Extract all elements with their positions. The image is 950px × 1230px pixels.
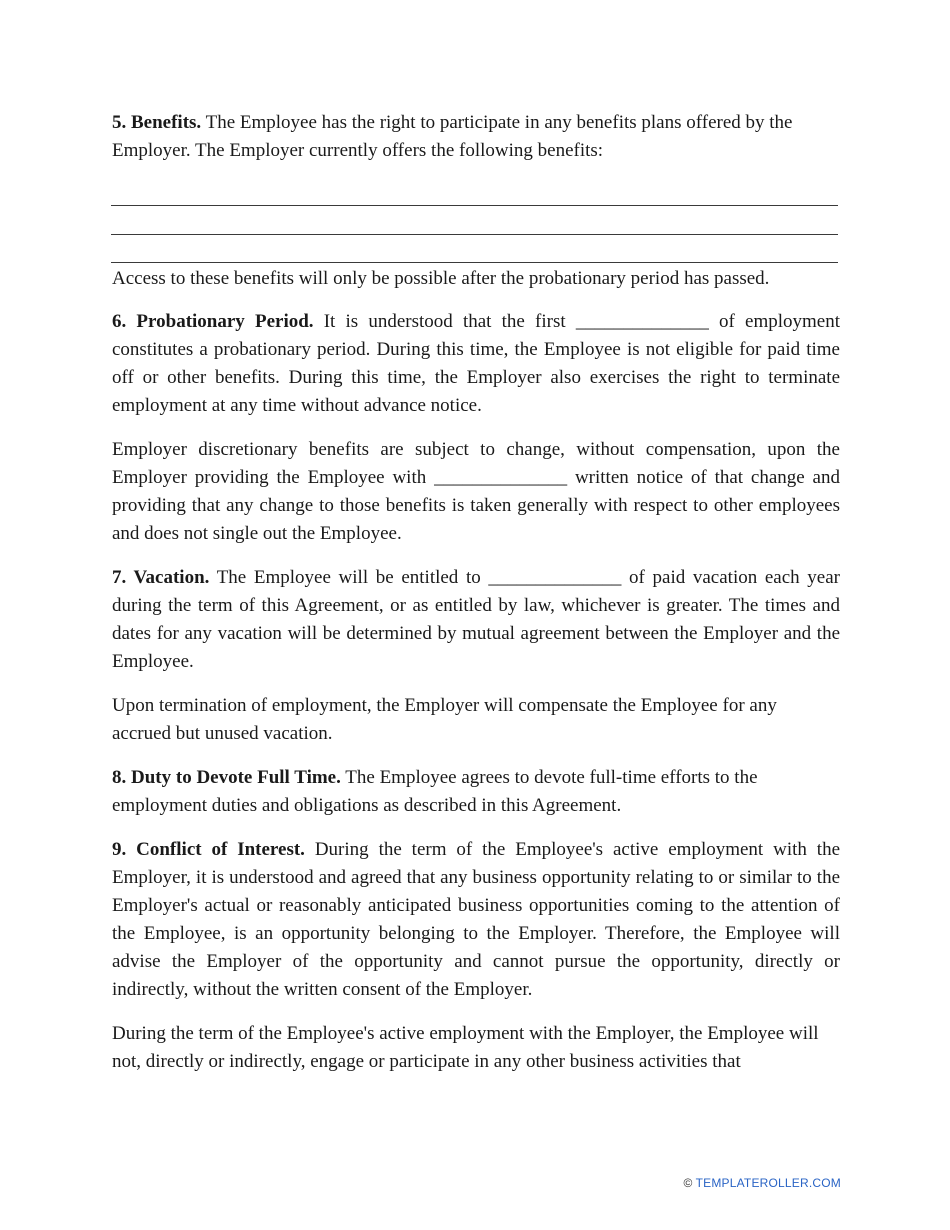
section-5-benefits (112, 109, 840, 165)
section-7-vacation (112, 564, 840, 676)
notice-period-blank: ______________ (434, 467, 568, 488)
discretionary-benefits-paragraph (112, 436, 840, 548)
section-9-heading: 9. Conflict of Interest. (112, 839, 305, 860)
probation-length-blank: ______________ (575, 311, 709, 332)
section-6-probationary-period (112, 308, 840, 420)
benefits-blank-line-1 (111, 205, 838, 206)
section-5-heading: 5. Benefits. (112, 112, 202, 133)
vacation-termination-paragraph: Upon termination of employment, the Employer will compensate the Employee for any accrued but unused vacation. (112, 695, 777, 744)
section-9-continuation: During the term of the Employee's active employment with the Employer, the Employee will not, directly or indirectly, engage or participate in any other business activities that (112, 1023, 819, 1072)
discretionary-text-start: Employer discretionary benefits are subject to change, without compensation, upon the Employer providing the Employee with (112, 439, 840, 488)
section-9-conflict-of-interest (112, 836, 840, 1004)
section-7-heading: 7. Vacation. (112, 567, 210, 588)
vacation-length-blank: ______________ (488, 567, 622, 588)
section-6-text-end: of employment constitutes a probationary period. During this time, the Employee is not eligible for paid time off or other benefits. During this time, the Employer also exercises the right to terminate employment at any time without advance notice. (112, 311, 840, 416)
section-6-text-start: It is understood that the first (313, 311, 576, 332)
section-8-heading: 8. Duty to Devote Full Time. (112, 767, 341, 788)
section-7-text-end: of paid vacation each year during the term of this Agreement, or as entitled by law, whichever is greater. The times and dates for any vacation will be determined by mutual agreement between the Employer and the Employee. (112, 567, 841, 672)
templateroller-link[interactable]: TEMPLATEROLLER.COM (695, 1176, 841, 1190)
section-6-heading: 6. Probationary Period. (112, 311, 314, 332)
section-8-text: The Employee agrees to devote full-time efforts to the employment duties and obligations as described in this Agreement. (112, 767, 758, 816)
section-8-full-time (112, 764, 840, 820)
benefits-blank-line-2 (111, 234, 838, 235)
section-7-text-start: The Employee will be entitled to (209, 567, 489, 588)
section-5-text: The Employee has the right to participate in any benefits plans offered by the Employer. The Employer currently offers the following benefits: (112, 112, 793, 161)
benefits-access-note: Access to these benefits will only be possible after the probationary period has passed. (112, 268, 770, 289)
benefits-blank-line-3 (111, 262, 838, 263)
copyright-symbol: © (683, 1176, 693, 1190)
section-9-text: During the term of the Employee's active employment with the Employer, it is understood and agreed that any business opportunity relating to or similar to the Employer's actual or reasonably anticipated business opportunities coming to the attention of the Employee, is an opportunity belonging to the Employer. Therefore, the Employee will advise the Employer of the opportunity and cannot pursue the opportunity, directly or indirectly, without the written consent of the Employer. (112, 839, 841, 1000)
footer-credit (684, 1176, 841, 1190)
discretionary-text-end: written notice of that change and providing that any change to those benefits is taken generally with respect to other employees and does not single out the Employee. (112, 467, 840, 544)
